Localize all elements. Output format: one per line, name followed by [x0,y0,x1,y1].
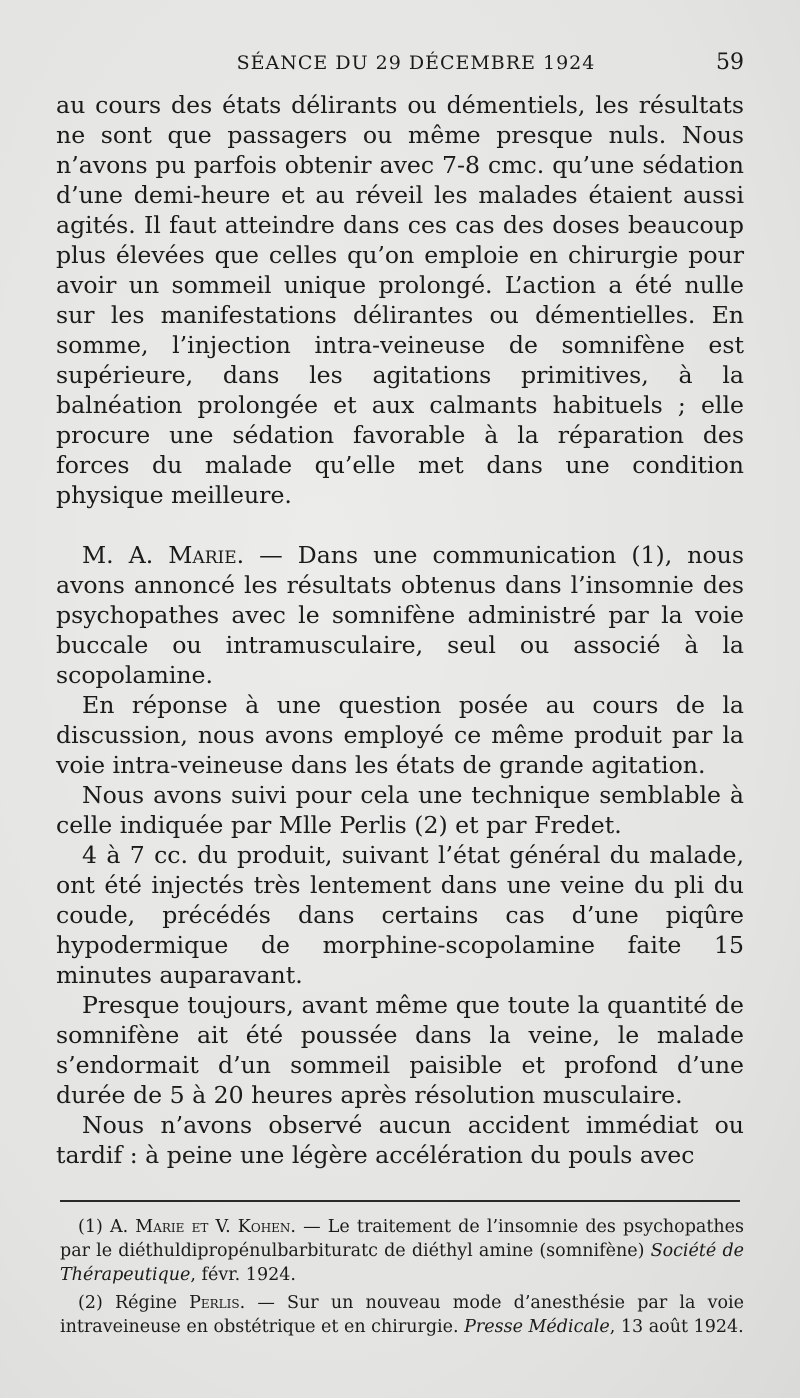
paragraph-gap [56,510,744,540]
footnote-2-author: Perlis. [189,1293,246,1313]
paragraph-1: au cours des états délirants ou démentiels, les résultats ne sont que passagers ou même presque nuls. Nous n’avons pu parfois obtenir avec 7-8 cmc. qu’une sédation d’une demi-heure et au réveil les malades étaient aussi agités. Il faut atteindre dans ces cas des doses beaucoup plus élevées que celles qu’on emploie en chirurgie pour avoir un sommeil unique prolongé. L’action a été nulle sur les manifestations délirantes ou démentielles. En somme, l’injection intra-veineuse de somnifène est supérieure, dans les agitations primitives, à la balnéation prolongée et aux calmants habituels ; elle procure une sédation favorable à la réparation des forces du malade qu’elle met dans une condition physique meilleure. [56,91,744,509]
footnote-rule [60,1200,740,1202]
footnote-1-text: — Le traitement de l’insomnie des psychopathes par le diéthuldipropénulbarbituratc de diéthyl amine (somnifène) [60,1217,744,1261]
footnote-2-marker: (2) Régine [78,1293,190,1313]
page-number: 59 [716,50,744,75]
footnote-2 [60,1291,744,1339]
paragraph-2-text: — Dans une communication (1), nous avons annoncé les résultats obtenus dans l’insomnie des psychopathes avec le somnifène administré par la voie buccale ou intramusculaire, seul ou associé à la scopolamine. [56,541,744,689]
paragraph-4: Nous avons suivi pour cela une technique semblable à celle indiquée par Mlle Perlis (2) et par Fredet. [56,781,744,839]
paragraph-3: En réponse à une question posée au cours de la discussion, nous avons employé ce même produit par la voie intra-veineuse dans les états de grande agitation. [56,691,744,779]
footnote-1-marker: (1) [78,1217,110,1237]
footnote-2-text: — Sur un nouveau mode d’anesthésie par la voie intraveineuse en obstétrique et en chirurgie. [60,1293,744,1337]
footnote-1-authors: A. Marie et V. Kohen. [109,1217,296,1237]
footnotes [60,1215,744,1339]
footnote-1-date: , févr. 1924. [190,1265,296,1285]
footnote-2-date: , 13 août 1924. [609,1317,744,1337]
paragraph-5: 4 à 7 cc. du produit, suivant l’état général du malade, ont été injectés très lentement dans une veine du pli du coude, précédés dans certains cas d’une piqûre hypodermique de morphine-scopolamine faite 15 minutes auparavant. [56,841,744,989]
speaker-name: M. A. Marie. [82,541,245,569]
footnote-1 [60,1215,744,1287]
footnote-2-journal: Presse Médicale [464,1317,610,1337]
paragraph-6: Presque toujours, avant même que toute la quantité de somnifène ait été poussée dans la veine, le malade s’endormait d’un sommeil paisible et profond d’une durée de 5 à 20 heures après résolution musculaire. [56,991,744,1109]
header-title: SÉANCE DU 29 DÉCEMBRE 1924 [236,52,596,74]
paragraph-2 [56,540,744,690]
paragraph-7: Nous n’avons observé aucun accident immédiat ou tardif : à peine une légère accélération du pouls avec [56,1111,744,1169]
footnote-1-journal: Société de Thérapeutique [60,1241,744,1285]
running-header [56,50,744,90]
body-text [56,90,744,1170]
